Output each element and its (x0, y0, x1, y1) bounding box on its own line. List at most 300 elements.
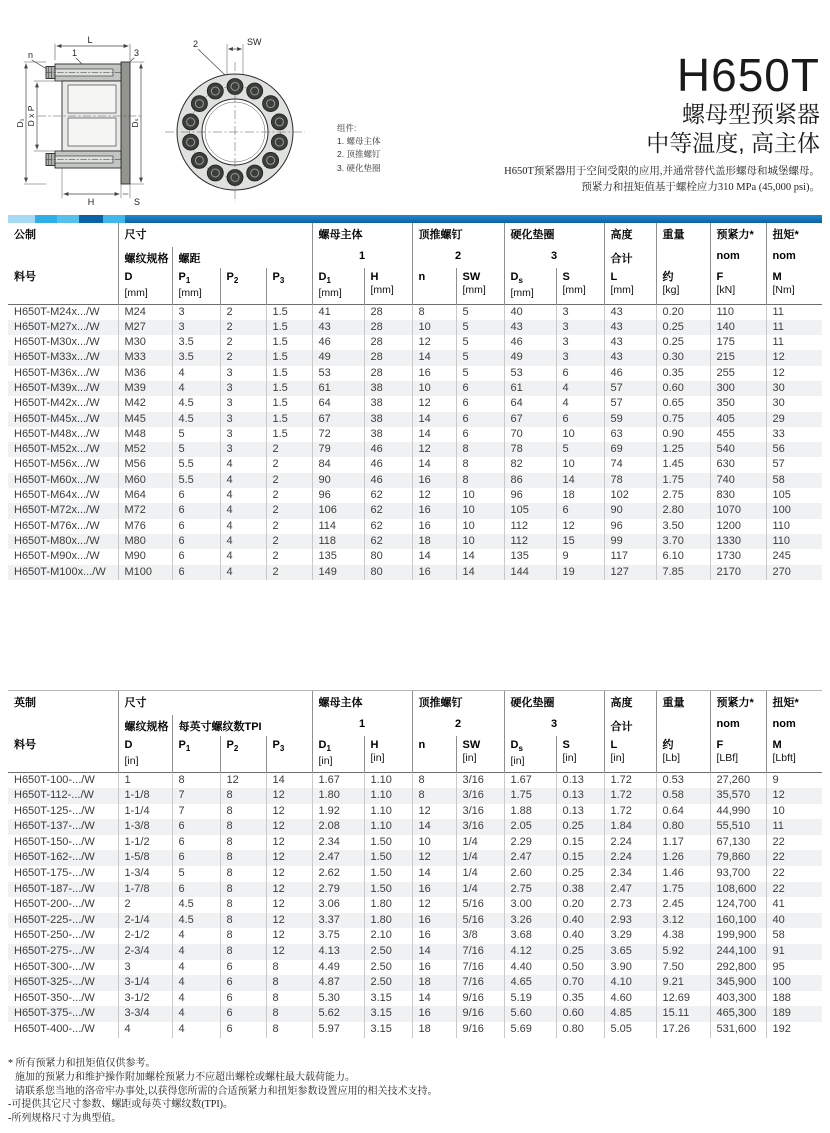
value-cell: 6 (172, 503, 220, 518)
value-cell: 22 (766, 835, 822, 851)
value-cell: 2.62 (312, 866, 364, 882)
value-cell: 91 (766, 944, 822, 960)
value-cell: 270 (766, 565, 822, 580)
parts-legend-item: 3. 硬化垫圈 (337, 162, 381, 173)
value-cell: 12 (266, 819, 312, 835)
value-cell: 1.75 (656, 473, 710, 488)
value-cell: 14 (412, 819, 456, 835)
value-cell: 12 (412, 335, 456, 350)
value-cell: 61 (504, 381, 556, 396)
value-cell: 6 (456, 427, 504, 442)
group-torque: 扭矩* (766, 691, 822, 715)
value-cell: 3-1/4 (118, 975, 172, 991)
value-cell: 1.5 (266, 304, 312, 320)
value-cell: 1 (118, 772, 172, 788)
value-cell: 3.00 (504, 897, 556, 913)
value-cell: 4.10 (604, 975, 656, 991)
group-size: 尺寸 (118, 691, 312, 715)
footnote-line: -所列规格尺寸为典型值。 (8, 1113, 122, 1125)
footnote-line: 请联系您当地的洛帝牢办事处,以获得您所需的合适预紧力和扭矩参数设置应用的相关技术支持。 (15, 1085, 438, 1097)
sub-group-3: 3 (504, 247, 604, 268)
group-jack-screws: 顶推螺钉 (412, 691, 504, 715)
value-cell: 14 (412, 350, 456, 365)
value-cell: M30 (118, 335, 172, 350)
part-number-cell: H650T-187-.../W (14, 882, 95, 895)
sub-group-1: 1 (312, 715, 412, 736)
col-n: n (412, 736, 456, 772)
value-cell: 38 (364, 412, 412, 427)
value-cell: 2.34 (312, 835, 364, 851)
part-number-cell: H650T-125-.../W (14, 804, 95, 817)
system-label: 英制 (14, 697, 36, 709)
dim-SW-label: SW (247, 37, 262, 47)
value-cell: 5/16 (456, 913, 504, 929)
value-cell: 3.06 (312, 897, 364, 913)
value-cell: 244,100 (710, 944, 766, 960)
value-cell: M42 (118, 396, 172, 411)
part-number-cell: H650T-112-.../W (14, 789, 94, 802)
part-number-cell: H650T-M42x.../W (14, 397, 100, 410)
value-cell: 99 (604, 534, 656, 549)
value-cell: 14 (412, 991, 456, 1007)
value-cell: 12 (220, 772, 266, 788)
value-cell: 350 (710, 396, 766, 411)
value-cell: M100 (118, 565, 172, 580)
value-cell: 95 (766, 960, 822, 976)
value-cell: 105 (766, 488, 822, 503)
table-row (8, 519, 822, 534)
value-cell: 12 (266, 866, 312, 882)
value-cell: 6 (220, 991, 266, 1007)
value-cell: 8 (456, 473, 504, 488)
value-cell: 1.92 (312, 804, 364, 820)
value-cell: 1.80 (364, 913, 412, 929)
value-cell: 40 (766, 913, 822, 929)
metric-table-section (8, 215, 822, 580)
value-cell: 28 (364, 350, 412, 365)
table-row (8, 549, 822, 564)
value-cell: 2.60 (504, 866, 556, 882)
value-cell: 3 (172, 320, 220, 335)
value-cell: M27 (118, 320, 172, 335)
value-cell: 0.80 (656, 819, 710, 835)
table-row (8, 991, 822, 1007)
value-cell: 14 (456, 565, 504, 580)
value-cell: 2 (266, 519, 312, 534)
value-cell: 0.90 (656, 427, 710, 442)
value-cell: 1.5 (266, 320, 312, 335)
value-cell: 9/16 (456, 1006, 504, 1022)
value-cell: 0.25 (656, 335, 710, 350)
value-cell: 9/16 (456, 991, 504, 1007)
table-row (8, 1022, 822, 1038)
part-number-cell: H650T-175-.../W (14, 867, 95, 880)
col-d: D [in] (118, 736, 172, 772)
value-cell: 135 (312, 549, 364, 564)
value-cell: 40 (504, 304, 556, 320)
value-cell: 96 (312, 488, 364, 503)
value-cell: 149 (312, 565, 364, 580)
value-cell: 3/16 (456, 804, 504, 820)
value-cell: M90 (118, 549, 172, 564)
value-cell: 1.50 (364, 835, 412, 851)
value-cell: 12.69 (656, 991, 710, 1007)
value-cell: 6 (456, 412, 504, 427)
value-cell: 3.26 (504, 913, 556, 929)
part-number-cell: H650T-M64x.../W (14, 489, 100, 502)
description-line: 预紧力和扭矩值基于螺栓应力310 MPa (45,000 psi)。 (581, 182, 820, 194)
value-cell: 5.92 (656, 944, 710, 960)
value-cell: 67,130 (710, 835, 766, 851)
part-number-cell: H650T-M100x.../W (14, 565, 106, 578)
imperial-table-body (8, 772, 822, 1038)
value-cell: 8 (220, 944, 266, 960)
value-cell: 2.50 (364, 960, 412, 976)
value-cell: 10 (556, 457, 604, 472)
value-cell: M48 (118, 427, 172, 442)
value-cell: 1330 (710, 534, 766, 549)
value-cell: 4 (172, 944, 220, 960)
value-cell: 6 (172, 519, 220, 534)
value-cell: 2 (266, 534, 312, 549)
value-cell: 2 (266, 549, 312, 564)
value-cell: 8 (220, 850, 266, 866)
value-cell: 100 (766, 975, 822, 991)
value-cell: 0.20 (556, 897, 604, 913)
table-row (8, 457, 822, 472)
value-cell: 4.12 (504, 944, 556, 960)
product-description (504, 164, 820, 197)
value-cell: 8 (266, 975, 312, 991)
value-cell: 1.26 (656, 850, 710, 866)
part-number-cell: H650T-M90x.../W (14, 550, 100, 563)
sub-nom-f: nom (710, 715, 766, 736)
part-number-cell: H650T-300-.../W (14, 960, 95, 973)
value-cell: 0.25 (556, 944, 604, 960)
value-cell: 2.47 (604, 882, 656, 898)
value-cell: 49 (504, 350, 556, 365)
value-cell: 12 (766, 788, 822, 804)
value-cell: 16 (412, 565, 456, 580)
value-cell: 175 (710, 335, 766, 350)
value-cell: 6 (172, 850, 220, 866)
part-number-cell: H650T-M80x.../W (14, 534, 100, 547)
value-cell: 1.75 (656, 882, 710, 898)
sub-total: 合计 (604, 247, 656, 268)
value-cell: 18 (556, 488, 604, 503)
value-cell: 114 (312, 519, 364, 534)
value-cell: 5 (172, 442, 220, 457)
value-cell: 62 (364, 519, 412, 534)
value-cell: 16 (412, 366, 456, 381)
parts-legend-item: 2. 顶推螺钉 (337, 149, 381, 160)
value-cell: M60 (118, 473, 172, 488)
value-cell: 3.37 (312, 913, 364, 929)
value-cell: 6 (172, 488, 220, 503)
value-cell: 3-1/2 (118, 991, 172, 1007)
value-cell: 2 (266, 503, 312, 518)
value-cell: 74 (604, 457, 656, 472)
value-cell: 5 (456, 320, 504, 335)
table-row (8, 565, 822, 580)
value-cell: 57 (604, 381, 656, 396)
col-h: H [in] (364, 736, 412, 772)
callout-3-label: 3 (134, 48, 140, 58)
value-cell: 12 (266, 835, 312, 851)
value-cell: 0.35 (556, 991, 604, 1007)
value-cell: 1-3/8 (118, 819, 172, 835)
column-header-row (8, 736, 822, 772)
sub-header-row (8, 247, 822, 268)
col-l: L [in] (604, 736, 656, 772)
value-cell: 5.5 (172, 473, 220, 488)
value-cell: 12 (412, 488, 456, 503)
footnote-line: * 所有预紧力和扭矩值仅供参考。 (8, 1058, 156, 1069)
value-cell: 10 (412, 320, 456, 335)
value-cell: 8 (220, 804, 266, 820)
value-cell: 2170 (710, 565, 766, 580)
table-row (8, 350, 822, 365)
value-cell: 14 (412, 457, 456, 472)
value-cell: 3 (556, 350, 604, 365)
value-cell: 18 (412, 1022, 456, 1038)
value-cell: 4.5 (172, 412, 220, 427)
group-nut-body: 螺母主体 (312, 223, 412, 247)
part-number-cell: H650T-M30x.../W (14, 336, 100, 349)
value-cell: 2.75 (504, 882, 556, 898)
value-cell: 3/16 (456, 788, 504, 804)
callout-n-label: n (28, 50, 34, 60)
value-cell: 11 (766, 320, 822, 335)
title-block (504, 50, 820, 197)
value-cell: 1.5 (266, 427, 312, 442)
value-cell: 46 (312, 335, 364, 350)
value-cell: 28 (364, 320, 412, 335)
value-cell: 6 (556, 412, 604, 427)
value-cell: 192 (766, 1022, 822, 1038)
table-row (8, 1006, 822, 1022)
value-cell: 43 (504, 320, 556, 335)
page-title: H650T (676, 49, 820, 101)
value-cell: 0.58 (656, 788, 710, 804)
value-cell: 110 (766, 534, 822, 549)
value-cell: 7/16 (456, 975, 504, 991)
col-weight: 约 [kg] (656, 268, 710, 304)
value-cell: 144 (504, 565, 556, 580)
parts-legend (337, 122, 380, 175)
value-cell: 0.53 (656, 772, 710, 788)
value-cell: 8 (220, 788, 266, 804)
value-cell: 160,100 (710, 913, 766, 929)
value-cell: 1.25 (656, 442, 710, 457)
value-cell: 1.5 (266, 412, 312, 427)
callout-1-label: 1 (72, 48, 78, 58)
table-row (8, 381, 822, 396)
value-cell: 0.25 (656, 320, 710, 335)
dim-D1-label: D₁ (15, 118, 25, 128)
value-cell: 12 (766, 366, 822, 381)
value-cell: 112 (504, 534, 556, 549)
col-p1: $P_1$ (172, 736, 220, 772)
value-cell: 4.5 (172, 396, 220, 411)
value-cell: 4.65 (504, 975, 556, 991)
value-cell: 1.72 (604, 804, 656, 820)
value-cell: 0.13 (556, 804, 604, 820)
sub-group-3: 3 (504, 715, 604, 736)
value-cell: 4.13 (312, 944, 364, 960)
table-row (8, 304, 822, 320)
value-cell: 108,600 (710, 882, 766, 898)
value-cell: 2 (266, 457, 312, 472)
group-weight: 重量 (656, 223, 710, 247)
table-row (8, 897, 822, 913)
value-cell: 8 (220, 819, 266, 835)
value-cell: 11 (766, 304, 822, 320)
value-cell: 4.85 (604, 1006, 656, 1022)
section-view (15, 35, 144, 207)
washer-part (121, 62, 130, 184)
value-cell: 6 (220, 1022, 266, 1038)
value-cell: 4.5 (172, 897, 220, 913)
value-cell: 46 (604, 366, 656, 381)
value-cell: M64 (118, 488, 172, 503)
value-cell: 84 (312, 457, 364, 472)
value-cell: 12 (266, 897, 312, 913)
value-cell: 5.97 (312, 1022, 364, 1038)
footnotes (8, 1057, 438, 1126)
part-number-cell: H650T-375-.../W (14, 1007, 95, 1020)
value-cell: 16 (412, 503, 456, 518)
value-cell: 4 (220, 488, 266, 503)
sub-header-row (8, 715, 822, 736)
sub-tpi: 每英寸螺纹数TPI (172, 715, 312, 736)
value-cell: 10 (456, 503, 504, 518)
value-cell: 44,990 (710, 804, 766, 820)
value-cell: M45 (118, 412, 172, 427)
part-number-cell: H650T-400-.../W (14, 1023, 95, 1035)
dim-DxP-label: D x P (26, 105, 36, 127)
value-cell: 189 (766, 1006, 822, 1022)
value-cell: 1/4 (456, 835, 504, 851)
value-cell: 1/4 (456, 882, 504, 898)
value-cell: 12 (412, 804, 456, 820)
footnote-line: 施加的预紧力和维护操作附加螺栓预紧力不应超出螺栓或螺柱最大载荷能力。 (15, 1071, 355, 1083)
col-p2: $P_2$ (220, 736, 266, 772)
value-cell: 1.80 (364, 897, 412, 913)
value-cell: 78 (604, 473, 656, 488)
col-sw: SW [mm] (456, 268, 504, 304)
value-cell: 6 (220, 1006, 266, 1022)
value-cell: 9 (766, 772, 822, 788)
part-number-cell: H650T-M48x.../W (14, 427, 100, 440)
value-cell: M56 (118, 457, 172, 472)
value-cell: 4.40 (504, 960, 556, 976)
value-cell: 4 (172, 1006, 220, 1022)
value-cell: 4 (220, 549, 266, 564)
dim-H-label: H (87, 197, 95, 207)
value-cell: 292,800 (710, 960, 766, 976)
value-cell: 22 (766, 866, 822, 882)
col-p2: $P_2$ (220, 268, 266, 304)
value-cell: 6 (172, 819, 220, 835)
value-cell: 12 (412, 396, 456, 411)
value-cell: 8 (266, 960, 312, 976)
value-cell: 4.5 (172, 913, 220, 929)
value-cell: 2-1/2 (118, 928, 172, 944)
value-cell: 4 (220, 519, 266, 534)
value-cell: 740 (710, 473, 766, 488)
value-cell: 17.26 (656, 1022, 710, 1038)
value-cell: 2 (220, 350, 266, 365)
col-f: F [kN] (710, 268, 766, 304)
value-cell: 2 (118, 897, 172, 913)
value-cell: 64 (504, 396, 556, 411)
value-cell: 10 (412, 381, 456, 396)
value-cell: 1-1/8 (118, 788, 172, 804)
table-row (8, 882, 822, 898)
value-cell: 12 (412, 442, 456, 457)
value-cell: 3.65 (604, 944, 656, 960)
value-cell: 10 (456, 488, 504, 503)
value-cell: 1-5/8 (118, 850, 172, 866)
value-cell: 2.29 (504, 835, 556, 851)
value-cell: 5 (456, 350, 504, 365)
value-cell: 61 (312, 381, 364, 396)
part-number-cell: H650T-225-.../W (14, 913, 95, 926)
value-cell: 5 (172, 866, 220, 882)
value-cell: 4 (172, 975, 220, 991)
value-cell: 1-7/8 (118, 882, 172, 898)
value-cell: 4 (220, 565, 266, 580)
value-cell: 14 (412, 412, 456, 427)
value-cell: 7/16 (456, 960, 504, 976)
value-cell: 4 (220, 473, 266, 488)
value-cell: 8 (220, 882, 266, 898)
value-cell: 1.72 (604, 772, 656, 788)
part-number-cell: H650T-137-.../W (14, 820, 95, 833)
value-cell: 0.50 (556, 960, 604, 976)
value-cell: 0.13 (556, 788, 604, 804)
value-cell: 67 (504, 412, 556, 427)
value-cell: 12 (412, 850, 456, 866)
value-cell: 55,510 (710, 819, 766, 835)
value-cell: M80 (118, 534, 172, 549)
value-cell: 118 (312, 534, 364, 549)
value-cell: 3.5 (172, 335, 220, 350)
value-cell: 1.50 (364, 866, 412, 882)
value-cell: 0.25 (556, 866, 604, 882)
value-cell: 58 (766, 928, 822, 944)
callout-2-label: 2 (193, 39, 199, 49)
value-cell: 106 (312, 503, 364, 518)
value-cell: 30 (766, 381, 822, 396)
value-cell: 72 (312, 427, 364, 442)
value-cell: 2.45 (656, 897, 710, 913)
value-cell: 1.10 (364, 819, 412, 835)
value-cell: 1.88 (504, 804, 556, 820)
value-cell: 80 (364, 549, 412, 564)
value-cell: 110 (766, 519, 822, 534)
table-row (8, 772, 822, 788)
value-cell: 345,900 (710, 975, 766, 991)
value-cell: 5 (456, 366, 504, 381)
value-cell: 4 (172, 991, 220, 1007)
value-cell: 14 (412, 866, 456, 882)
col-s: S [mm] (556, 268, 604, 304)
group-height: 高度 (604, 223, 656, 247)
group-torque: 扭矩* (766, 223, 822, 247)
value-cell: 8 (266, 1006, 312, 1022)
